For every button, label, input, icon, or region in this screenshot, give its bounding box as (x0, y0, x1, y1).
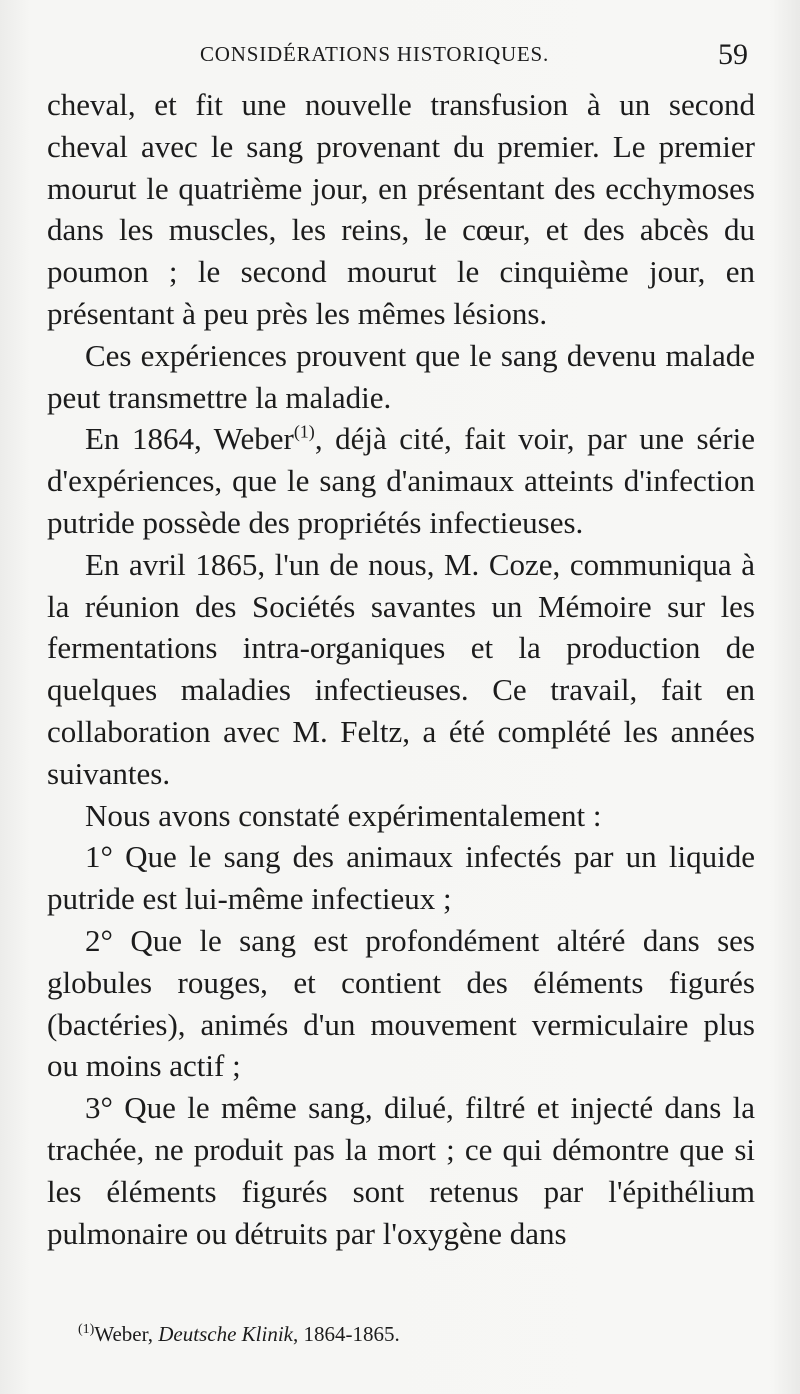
page-number: 59 (718, 38, 748, 71)
paragraph-5: Nous avons constaté expérimentalement : (85, 797, 602, 833)
paragraph-4: En avril 1865, l'un de nous, M. Coze, communiqua à la réunion des Sociétés savantes un Mémoire sur les fermentations intra-organiques et la production de quelques maladies infectieuses. Ce travail, fait en collaboration avec M. Feltz, a été complété les années suivantes. (47, 546, 755, 791)
footnote (78, 1322, 400, 1347)
running-head: CONSIDÉRATIONS HISTORIQUES. (200, 42, 550, 66)
paragraph-6: 1° Que le sang des animaux infectés par un liquide putride est lui-même infectieux ; (47, 839, 755, 917)
paragraph-2: Ces expériences prouvent que le sang devenu malade peut transmettre la maladie. (47, 337, 755, 415)
paragraph-1: cheval, et fit une nouvelle transfusion à un second cheval avec le sang provenant du premier. Le premier mourut le quatrième jour, en présentant des ecchymoses dans les muscles, les reins, le cœur, et des abcès du poumon ; le second mourut le cinquième jour, en présentant à peu près les mêmes lésions. (47, 87, 755, 331)
footnote-years: , 1864-1865. (292, 1322, 400, 1346)
paragraph-3 (47, 418, 755, 543)
footnote-mark: (1) (78, 1322, 95, 1337)
footnote-author: Weber, (94, 1322, 154, 1346)
page-header (50, 38, 748, 78)
paragraph-3-end: , déjà cité, fait voir, par une série d'expériences, que le sang d'animaux atteints d'infection putride possède des propriétés infectieuses. (47, 421, 755, 540)
paragraph-8: 3° Que le même sang, dilué, filtré et injecté dans la trachée, ne produit pas la mort ; ce qui démontre que si les éléments figurés sont retenus par l'épithélium pulmonaire ou détruits par l'oxygène dans (47, 1090, 755, 1251)
body-text (47, 84, 755, 1254)
footnote-work-title: Deutsche Klinik (158, 1322, 293, 1346)
paragraph-7: 2° Que le sang est profondément altéré dans ses globules rouges, et contient des éléments figurés (bactéries), animés d'un mouvement vermiculaire plus ou moins actif ; (47, 922, 755, 1084)
footnote-reference: (1) (293, 422, 315, 443)
paragraph-3-start: En 1864, Weber (85, 421, 294, 457)
